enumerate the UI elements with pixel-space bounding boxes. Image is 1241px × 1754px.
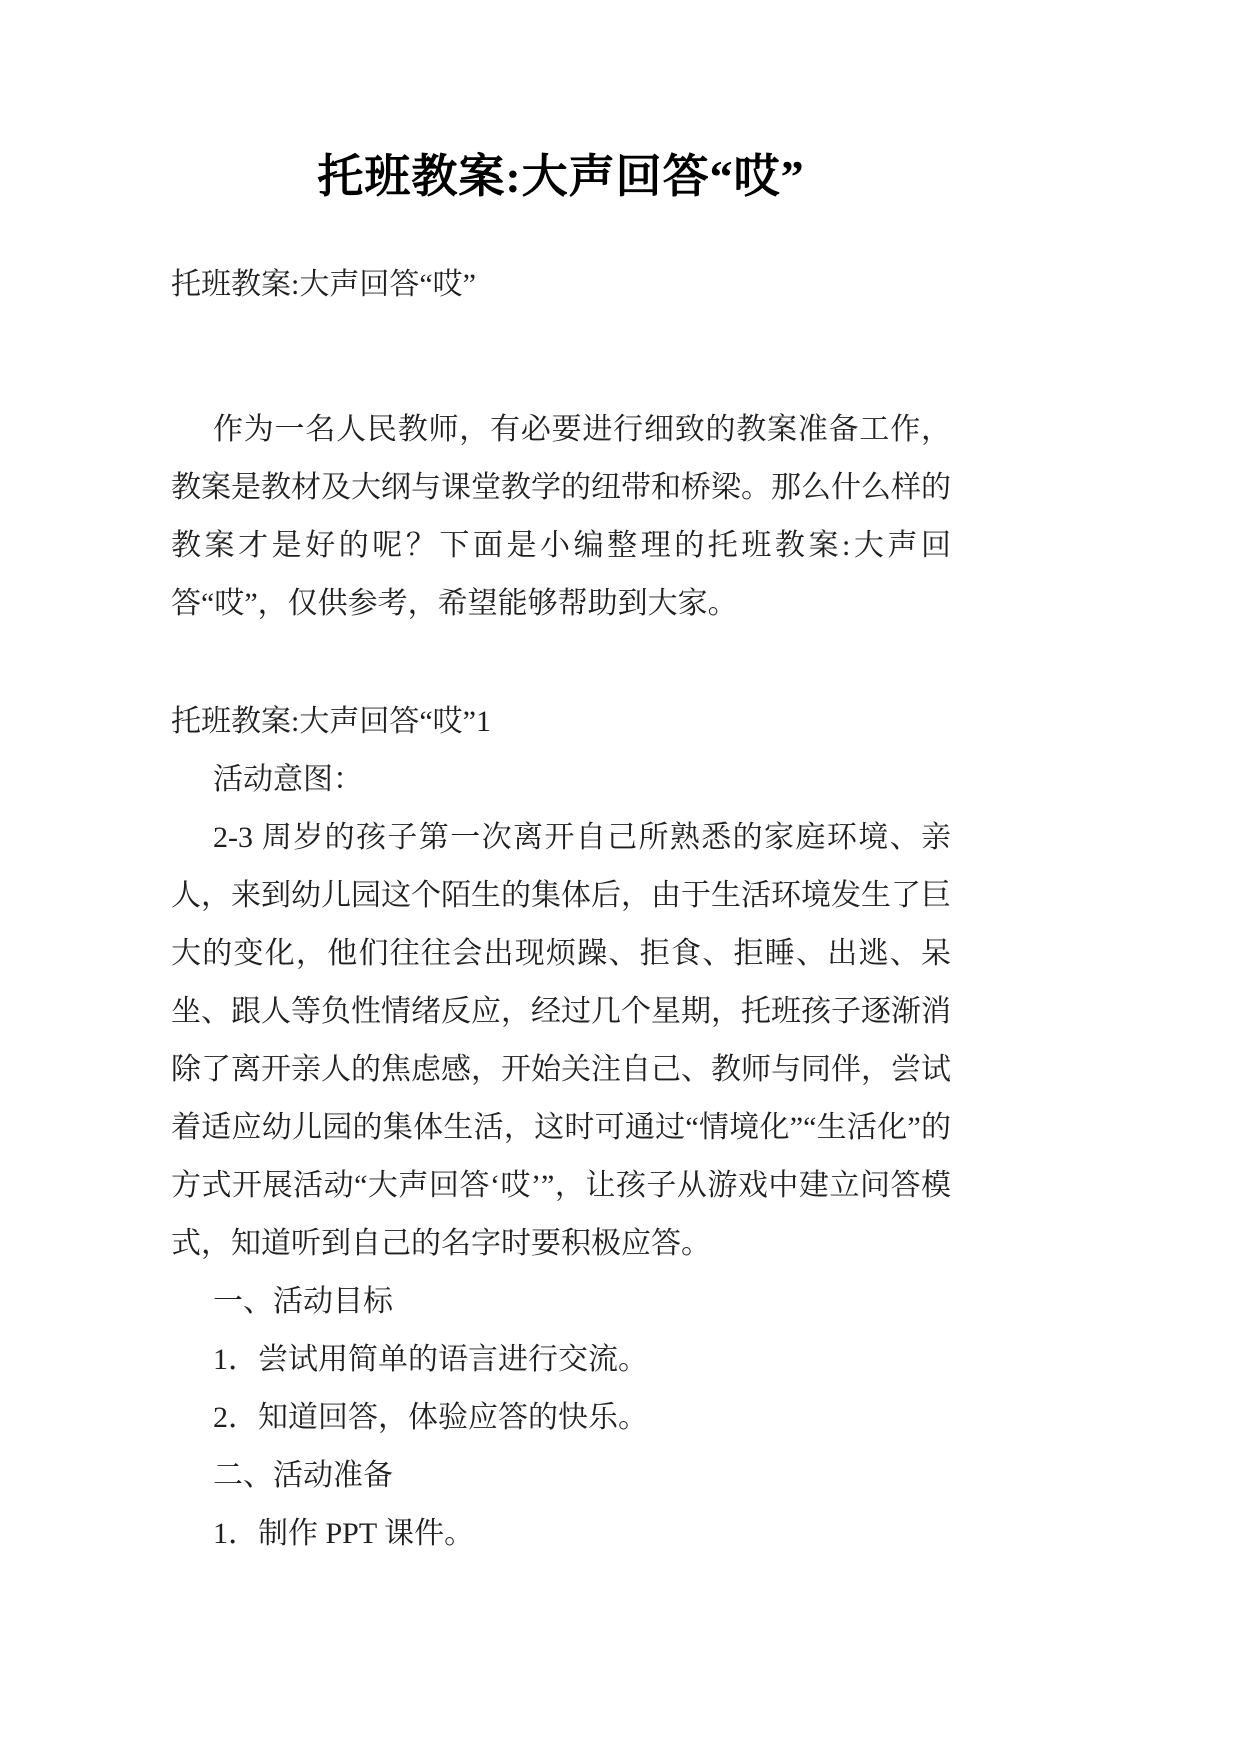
paragraph-section-heading-1: 托班教案:大声回答“哎”1 bbox=[171, 705, 491, 738]
paragraph-goals-heading: 一、活动目标 bbox=[213, 1285, 393, 1318]
paragraph-subtitle: 托班教案:大声回答“哎” bbox=[171, 268, 476, 301]
document-title: 托班教案:大声回答“哎” bbox=[317, 151, 805, 202]
paragraph-preparation-heading: 二、活动准备 bbox=[213, 1459, 393, 1492]
paragraph-activity-intent-body: 2-3 周岁的孩子第一次离开自己所熟悉的家庭环境、亲人，来到幼儿园这个陌生的集体后，由于生活环境发生了巨大的变化，他们往往会出现烦躁、拒食、拒睡、出逃、呆坐、跟人等负性情绪反应，经过几个星期，托班孩子逐渐消除了离开亲人的焦虑感，开始关注自己、教师与同伴，尝试着适应幼儿园的集体生活，这时可通过“情境化”“生活化”的方式开展活动“大声回答‘哎’”，让孩子从游戏中建立问答模式，知道听到自己的名字时要积极应答。 bbox=[171, 821, 951, 1260]
paragraph-goal-item-1: 1．尝试用简单的语言进行交流。 bbox=[213, 1343, 648, 1376]
paragraph-preparation-item-1: 1．制作 PPT 课件。 bbox=[213, 1517, 475, 1550]
paragraph-intro: 作为一名人民教师，有必要进行细致的教案准备工作，教案是教材及大纲与课堂教学的纽带和桥梁。那么什么样的教案才是好的呢？下面是小编整理的托班教案:大声回答“哎”，仅供参考，希望能够帮助到大家。 bbox=[171, 413, 951, 620]
paragraph-activity-intent-label: 活动意图： bbox=[213, 763, 363, 796]
document-body bbox=[171, 0, 951, 1563]
paragraph-goal-item-2: 2．知道回答，体验应答的快乐。 bbox=[213, 1401, 648, 1434]
